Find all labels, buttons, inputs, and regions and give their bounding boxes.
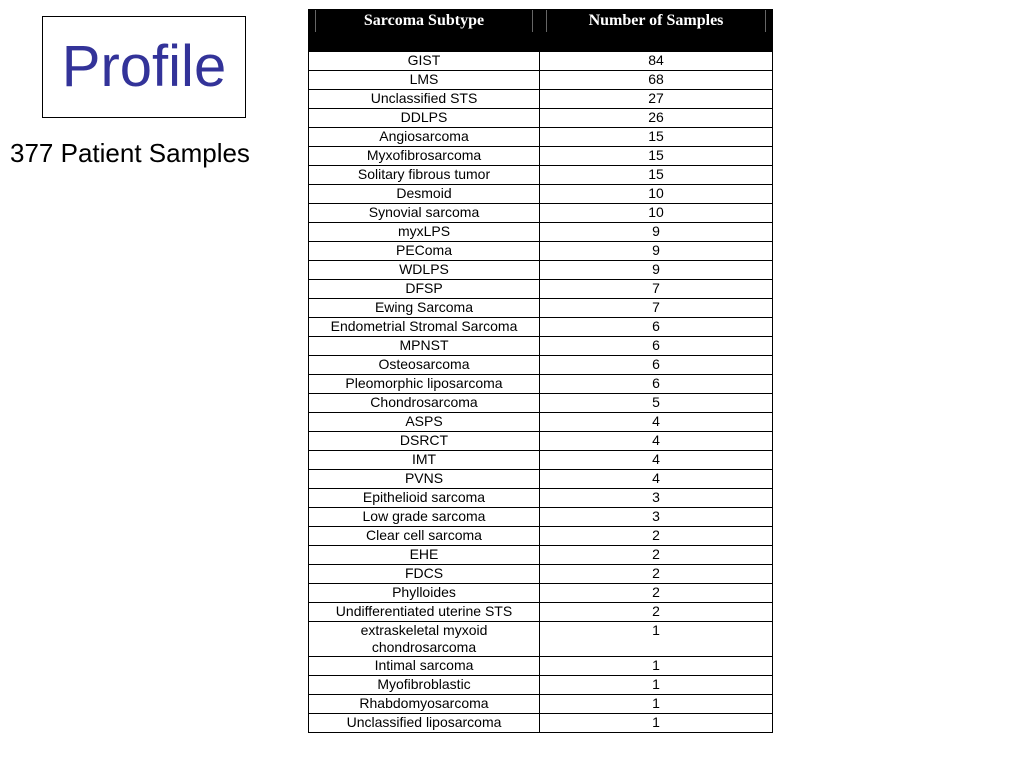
subtype-cell: Solitary fibrous tumor <box>309 166 540 185</box>
header-samples-label: Number of Samples <box>546 10 766 32</box>
samples-cell: 10 <box>540 204 773 223</box>
samples-cell: 27 <box>540 90 773 109</box>
subtype-cell: DFSP <box>309 280 540 299</box>
subtype-cell: Unclassified liposarcoma <box>309 714 540 733</box>
samples-cell: 2 <box>540 603 773 622</box>
samples-cell: 5 <box>540 394 773 413</box>
table-row <box>309 622 773 657</box>
table-row <box>309 185 773 204</box>
samples-cell: 9 <box>540 242 773 261</box>
subtype-cell: Osteosarcoma <box>309 356 540 375</box>
subtype-cell: extraskeletal myxoid chondrosarcoma <box>309 622 540 657</box>
subtype-cell: Low grade sarcoma <box>309 508 540 527</box>
table-row <box>309 128 773 147</box>
subtype-cell: Endometrial Stromal Sarcoma <box>309 318 540 337</box>
samples-cell: 1 <box>540 676 773 695</box>
table-row <box>309 603 773 622</box>
table-row <box>309 584 773 603</box>
table-row <box>309 337 773 356</box>
table-row <box>309 261 773 280</box>
table-row <box>309 451 773 470</box>
patient-samples-subtitle: 377 Patient Samples <box>10 138 250 168</box>
subtype-cell: WDLPS <box>309 261 540 280</box>
subtype-cell: PVNS <box>309 470 540 489</box>
table-row <box>309 90 773 109</box>
samples-cell: 10 <box>540 185 773 204</box>
samples-cell: 4 <box>540 470 773 489</box>
subtype-cell: LMS <box>309 71 540 90</box>
samples-cell: 9 <box>540 261 773 280</box>
header-number-of-samples <box>540 10 773 33</box>
samples-cell: 2 <box>540 565 773 584</box>
subtype-cell: Synovial sarcoma <box>309 204 540 223</box>
title-box <box>42 16 246 118</box>
table-row <box>309 527 773 546</box>
header-subtype-label: Sarcoma Subtype <box>315 10 533 32</box>
table-row <box>309 508 773 527</box>
samples-cell: 4 <box>540 432 773 451</box>
samples-cell: 26 <box>540 109 773 128</box>
subtype-cell: PEComa <box>309 242 540 261</box>
subtype-cell: Desmoid <box>309 185 540 204</box>
subtype-cell: myxLPS <box>309 223 540 242</box>
samples-cell: 4 <box>540 413 773 432</box>
samples-cell: 2 <box>540 527 773 546</box>
subtype-cell: GIST <box>309 52 540 71</box>
samples-cell: 6 <box>540 356 773 375</box>
samples-cell: 2 <box>540 546 773 565</box>
subtype-cell: Myofibroblastic <box>309 676 540 695</box>
subtype-cell: EHE <box>309 546 540 565</box>
subtype-cell: Pleomorphic liposarcoma <box>309 375 540 394</box>
samples-cell: 15 <box>540 147 773 166</box>
samples-cell: 1 <box>540 695 773 714</box>
subtype-cell: Phylloides <box>309 584 540 603</box>
subtype-cell: Unclassified STS <box>309 90 540 109</box>
header-spacer-cell <box>309 33 540 52</box>
page-title: Profile <box>61 34 227 99</box>
samples-cell: 6 <box>540 337 773 356</box>
table-row <box>309 166 773 185</box>
samples-cell: 1 <box>540 657 773 676</box>
table-row <box>309 318 773 337</box>
table-row <box>309 565 773 584</box>
samples-cell: 7 <box>540 280 773 299</box>
samples-cell: 6 <box>540 318 773 337</box>
samples-cell: 15 <box>540 166 773 185</box>
table-row <box>309 470 773 489</box>
table-row <box>309 299 773 318</box>
subtype-cell: Rhabdomyosarcoma <box>309 695 540 714</box>
subtype-cell: Myxofibrosarcoma <box>309 147 540 166</box>
samples-cell: 84 <box>540 52 773 71</box>
samples-cell: 1 <box>540 714 773 733</box>
table-row <box>309 394 773 413</box>
subtype-cell: Epithelioid sarcoma <box>309 489 540 508</box>
samples-cell: 15 <box>540 128 773 147</box>
table-row <box>309 695 773 714</box>
sarcoma-subtype-table <box>308 9 773 733</box>
table-row <box>309 204 773 223</box>
table-row <box>309 676 773 695</box>
samples-cell: 2 <box>540 584 773 603</box>
samples-cell: 1 <box>540 622 773 657</box>
table-row <box>309 223 773 242</box>
samples-cell: 6 <box>540 375 773 394</box>
subtype-cell: DDLPS <box>309 109 540 128</box>
table-body <box>309 52 773 733</box>
samples-cell: 4 <box>540 451 773 470</box>
table-row <box>309 109 773 128</box>
header-spacer-cell <box>540 33 773 52</box>
subtype-cell: DSRCT <box>309 432 540 451</box>
samples-cell: 3 <box>540 508 773 527</box>
subtype-cell: MPNST <box>309 337 540 356</box>
table-row <box>309 413 773 432</box>
table-header-row <box>309 10 773 33</box>
header-spacer-row <box>309 33 773 52</box>
table-row <box>309 375 773 394</box>
subtype-cell: Undifferentiated uterine STS <box>309 603 540 622</box>
table-row <box>309 657 773 676</box>
header-sarcoma-subtype <box>309 10 540 33</box>
table-row <box>309 489 773 508</box>
table-row <box>309 714 773 733</box>
table-row <box>309 71 773 90</box>
table-row <box>309 280 773 299</box>
subtype-cell: Chondrosarcoma <box>309 394 540 413</box>
table-row <box>309 242 773 261</box>
samples-cell: 68 <box>540 71 773 90</box>
samples-cell: 9 <box>540 223 773 242</box>
subtype-cell: IMT <box>309 451 540 470</box>
table-row <box>309 546 773 565</box>
subtype-cell: ASPS <box>309 413 540 432</box>
table-row <box>309 52 773 71</box>
table-row <box>309 432 773 451</box>
subtype-cell: Angiosarcoma <box>309 128 540 147</box>
subtype-cell: Ewing Sarcoma <box>309 299 540 318</box>
samples-cell: 7 <box>540 299 773 318</box>
table-row <box>309 147 773 166</box>
subtype-cell: FDCS <box>309 565 540 584</box>
samples-cell: 3 <box>540 489 773 508</box>
table-row <box>309 356 773 375</box>
subtype-cell: Clear cell sarcoma <box>309 527 540 546</box>
subtype-cell: Intimal sarcoma <box>309 657 540 676</box>
